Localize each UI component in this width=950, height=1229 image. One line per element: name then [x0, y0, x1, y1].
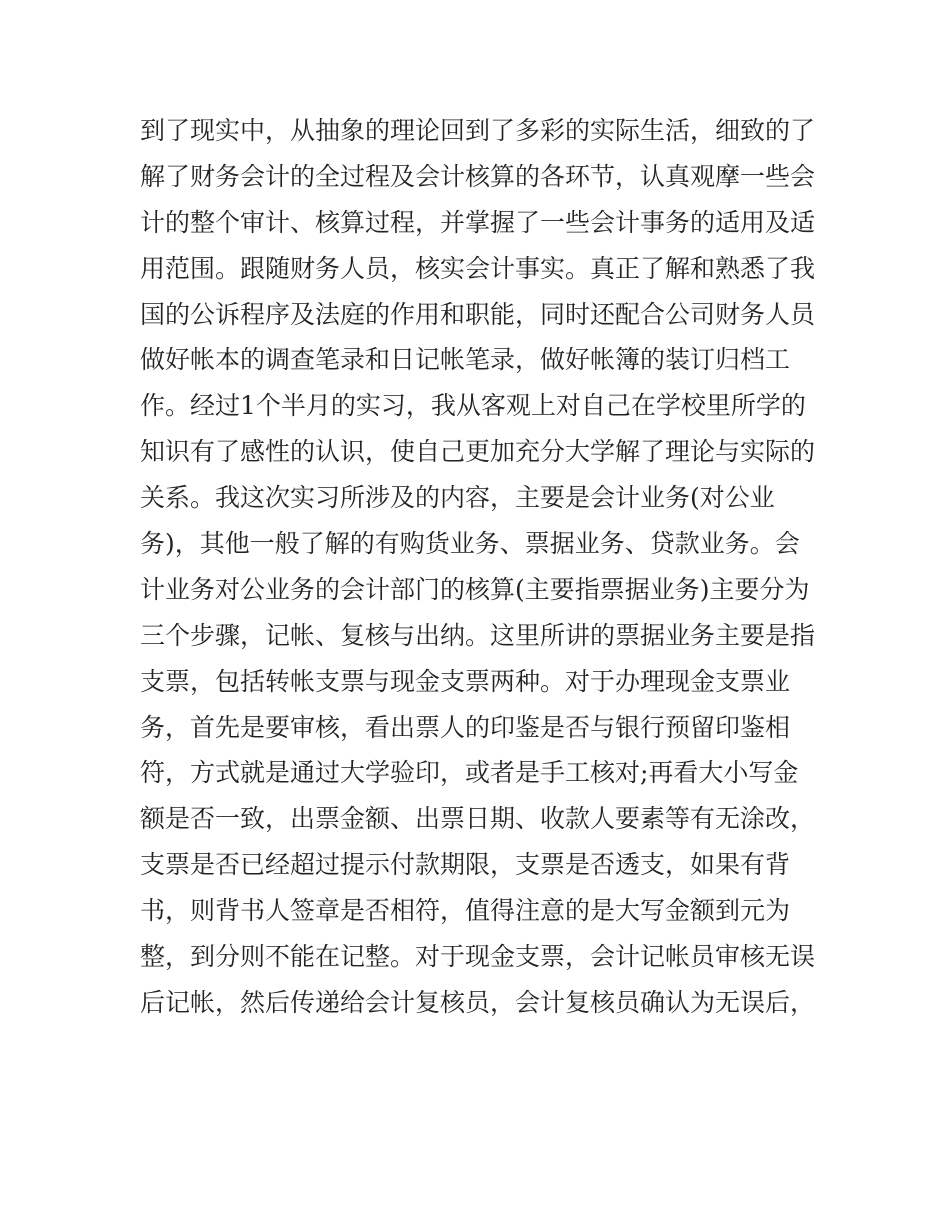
- text-line: 三个步骤，记帐、复核与出纳。这里所讲的票据业务主要是指: [140, 620, 816, 650]
- text-line: 国的公诉程序及法庭的作用和职能，同时还配合公司财务人员: [140, 299, 816, 329]
- text-line: 务，首先是要审核，看出票人的印鉴是否与银行预留印鉴相: [140, 712, 791, 742]
- text-line: 计的整个审计、核算过程，并掌握了一些会计事务的适用及适: [140, 207, 816, 237]
- text-line: 书，则背书人签章是否相符，值得注意的是大写金额到元为: [140, 896, 791, 926]
- body-text: [140, 108, 830, 1026]
- text-line: 符，方式就是通过大学验印，或者是手工核对;再看大小写金: [140, 758, 799, 788]
- text-line: 计业务对公业务的会计部门的核算(主要指票据业务)主要分为: [140, 574, 810, 604]
- text-line: 知识有了感性的认识，使自己更加充分大学解了理论与实际的: [140, 437, 816, 467]
- text-line: 支票，包括转帐支票与现金支票两种。对于办理现金支票业: [140, 666, 791, 696]
- text-line: 后记帐，然后传递给会计复核员，会计复核员确认为无误后，: [140, 987, 816, 1017]
- text-line: 用范围。跟随财务人员，核实会计事实。真正了解和熟悉了我: [140, 253, 816, 283]
- text-line: 做好帐本的调查笔录和日记帐笔录，做好帐簿的装订归档工: [140, 345, 791, 375]
- text-line: 作。经过1个半月的实习，我从客观上对自己在学校里所学的: [140, 391, 806, 421]
- text-line: 到了现实中，从抽象的理论回到了多彩的实际生活，细致的了: [140, 116, 816, 145]
- text-line: 解了财务会计的全过程及会计核算的各环节，认真观摩一些会: [140, 161, 816, 191]
- text-line: 额是否一致，出票金额、出票日期、收款人要素等有无涂改，: [140, 804, 816, 834]
- text-line: 务)，其他一般了解的有购货业务、票据业务、贷款业务。会: [140, 529, 800, 559]
- text-line: 关系。我这次实习所涉及的内容，主要是会计业务(对公业: [140, 483, 775, 513]
- text-line: 支票是否已经超过提示付款期限，支票是否透支，如果有背: [140, 850, 791, 880]
- text-line: 整，到分则不能在记整。对于现金支票，会计记帐员审核无误: [140, 942, 816, 972]
